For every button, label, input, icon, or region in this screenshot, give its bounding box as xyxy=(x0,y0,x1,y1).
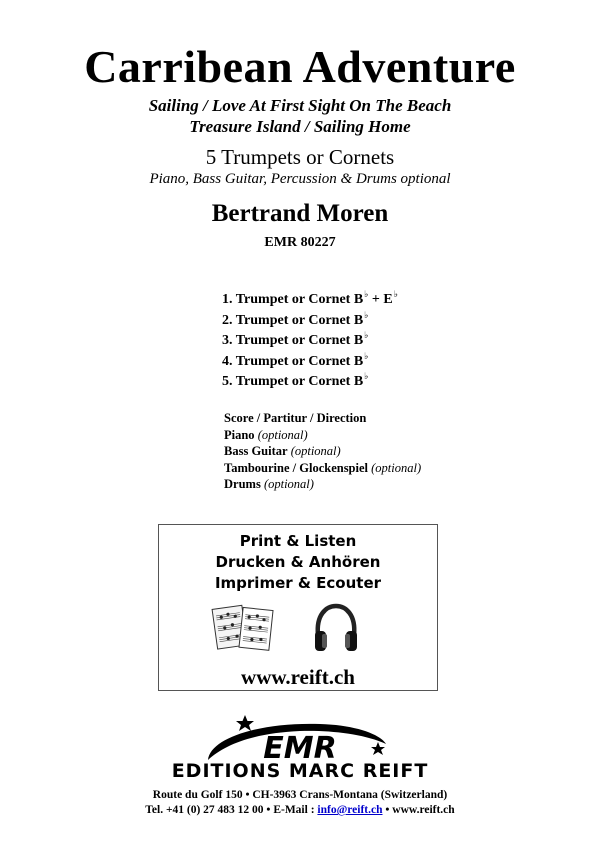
promo-line-german: Drucken & Anhören xyxy=(215,553,381,571)
print-listen-box xyxy=(158,524,438,691)
extra-item xyxy=(224,476,421,493)
logo-letters: EMR xyxy=(263,731,337,766)
part-joiner: + E xyxy=(368,292,393,307)
part-label: 4. Trumpet or Cornet B xyxy=(222,353,364,369)
flat-sign: ♭ xyxy=(364,309,369,320)
publisher-name: EDITIONS MARC REIFT xyxy=(171,760,429,782)
extra-name: Bass Guitar xyxy=(224,444,288,458)
flat-sign: ♭ xyxy=(364,350,369,361)
extra-note: (optional) xyxy=(263,477,314,491)
extra-item xyxy=(224,410,421,427)
part-item xyxy=(222,352,398,373)
flat-sign: ♭ xyxy=(364,289,369,299)
publisher-address: Route du Golf 150 • CH-3963 Crans-Montana (Switzerland) xyxy=(152,789,448,801)
extra-note: (optional) xyxy=(290,444,341,458)
movements-line-1: Sailing / Love At First Sight On The Beach xyxy=(148,96,452,115)
promo-line-french: Imprimer & Ecouter xyxy=(214,574,382,592)
part-item xyxy=(222,372,398,393)
extra-item xyxy=(224,443,421,460)
extra-note: (optional) xyxy=(257,427,308,442)
extra-name: Score / Partitur / Direction xyxy=(224,411,367,425)
sheet-music-icon xyxy=(211,599,279,657)
score-title: Carribean Adventure xyxy=(84,41,516,92)
promo-line-english: Print & Listen xyxy=(239,532,357,550)
extra-item xyxy=(224,427,421,444)
catalog-number: EMR 80227 xyxy=(264,235,336,250)
extra-name: Piano xyxy=(224,427,255,442)
extra-name: Drums xyxy=(224,477,261,491)
extra-item xyxy=(224,460,421,477)
composer-name: Bertrand Moren xyxy=(211,200,389,227)
part-label: 2. Trumpet or Cornet B xyxy=(222,312,364,328)
headphones-icon xyxy=(311,601,361,657)
movements-line-2: Treasure Island / Sailing Home xyxy=(189,117,411,136)
part-item xyxy=(222,290,398,311)
optional-instruments: Piano, Bass Guitar, Percussion & Drums optional xyxy=(149,171,451,187)
phone-text: Tel. +41 (0) 27 483 12 00 • E-Mail : xyxy=(145,804,318,816)
part-label: 1. Trumpet or Cornet B xyxy=(222,292,364,307)
instrumentation: 5 Trumpets or Cornets xyxy=(205,145,395,169)
part-label: 5. Trumpet or Cornet B xyxy=(222,374,364,389)
website-link[interactable]: www.reift.ch xyxy=(241,665,355,689)
flat-sign: ♭ xyxy=(393,289,398,299)
part-item xyxy=(222,331,398,352)
parts-list xyxy=(222,290,398,393)
publisher-contact xyxy=(0,803,600,818)
part-label: 3. Trumpet or Cornet B xyxy=(222,333,364,348)
flat-sign: ♭ xyxy=(364,330,369,340)
extra-note: (optional) xyxy=(371,460,422,475)
flat-sign: ♭ xyxy=(364,371,369,381)
website-text: • www.reift.ch xyxy=(382,804,455,816)
part-item xyxy=(222,311,398,332)
email-link[interactable]: info@reift.ch xyxy=(317,804,383,816)
extra-parts-list xyxy=(224,410,421,493)
extra-name: Tambourine / Glockenspiel xyxy=(224,460,369,475)
